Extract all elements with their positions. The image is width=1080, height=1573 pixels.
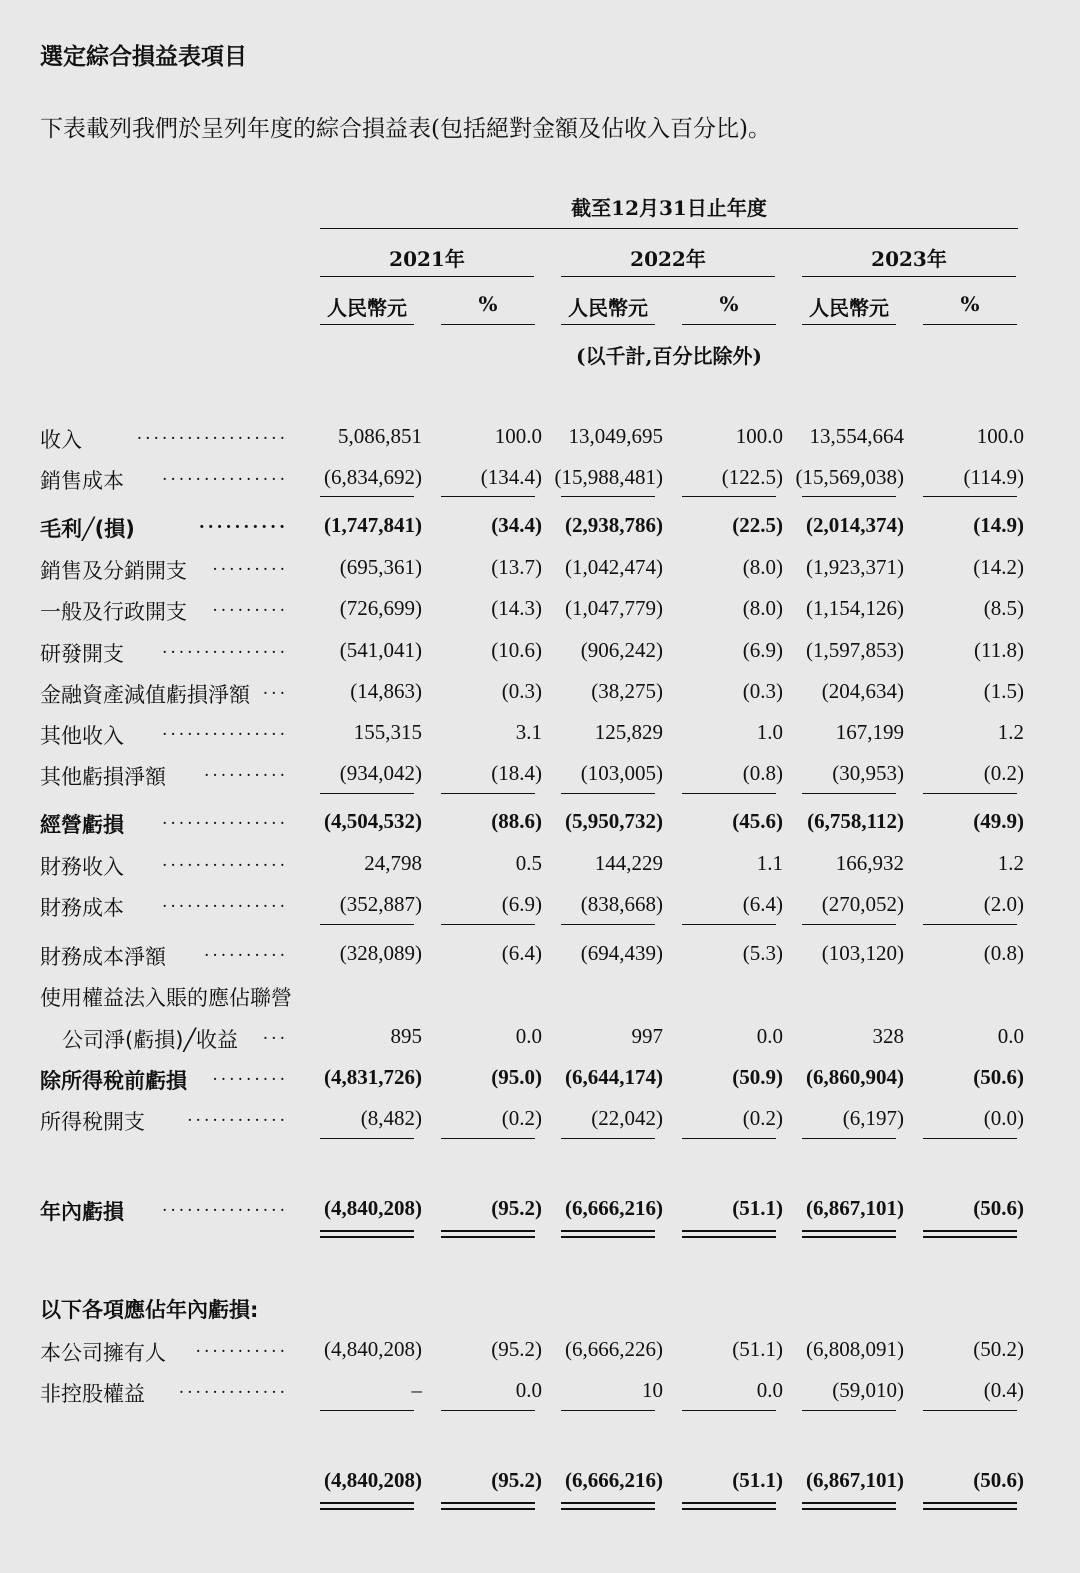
cell: (95.2) [491, 1468, 542, 1492]
cell: – [411, 1378, 422, 1402]
cell: (5,950,732) [565, 809, 663, 833]
row-label: 其他虧損淨額 [40, 765, 166, 789]
subtotal-rule [682, 1138, 776, 1139]
col-header-pct: % [960, 292, 980, 316]
col-underline [802, 324, 896, 325]
cell: (6,666,226) [565, 1337, 663, 1361]
total-double-rule [561, 1230, 655, 1238]
col-header-pct: % [478, 292, 498, 316]
leader-dots: .......... [198, 513, 288, 533]
cell: (50.6) [973, 1468, 1024, 1492]
table-row [0, 1337, 1080, 1367]
cell: (6,867,101) [806, 1196, 904, 1220]
row-label: 非控股權益 [40, 1382, 145, 1406]
cell: (14.3) [491, 596, 542, 620]
cell: 13,554,664 [809, 424, 904, 448]
cell: 155,315 [353, 720, 422, 744]
subtotal-rule [561, 924, 655, 925]
col-underline [441, 324, 535, 325]
cell: 0.0 [756, 1378, 783, 1402]
table-row [0, 1378, 1080, 1408]
cell: (6,808,091) [806, 1337, 904, 1361]
table-row [0, 1065, 1080, 1095]
cell: 144,229 [594, 851, 663, 875]
table-row [0, 424, 1080, 454]
cell: (4,840,208) [324, 1337, 422, 1361]
year-underline [561, 276, 775, 277]
table-row [0, 638, 1080, 668]
cell: 1.0 [756, 720, 783, 744]
cell: (695,361) [339, 555, 422, 579]
cell: 13,049,695 [568, 424, 663, 448]
row-label: 公司淨(虧損)╱收益 [62, 1028, 239, 1052]
leader-dots: ... [262, 679, 288, 699]
leader-dots: ............... [161, 892, 288, 912]
cell: (45.6) [732, 809, 783, 833]
table-row [0, 720, 1080, 750]
section-title: 選定綜合損益表項目 [40, 43, 247, 70]
cell: (1,923,371) [806, 555, 904, 579]
leader-dots: .......... [203, 761, 288, 781]
cell: (6,666,216) [565, 1196, 663, 1220]
year-underline [802, 276, 1016, 277]
cell: (4,504,532) [324, 809, 422, 833]
table-row [0, 1106, 1080, 1136]
table-row [0, 1024, 1080, 1054]
subtotal-rule [802, 793, 896, 794]
cell: (114.9) [963, 465, 1024, 489]
subtotal-rule [441, 793, 535, 794]
cell: 125,829 [594, 720, 663, 744]
cell: 1.2 [997, 851, 1024, 875]
total-double-rule [320, 1230, 414, 1238]
unit-note: (以千計,百分比除外) [576, 344, 762, 368]
row-label: 毛利╱(損) [40, 517, 135, 541]
table-row [0, 982, 1080, 1012]
subtotal-rule [320, 1138, 414, 1139]
col-underline [561, 324, 655, 325]
table-row [0, 941, 1080, 971]
cell: (134.4) [480, 465, 542, 489]
row-label: 金融資產減值虧損淨額 [40, 683, 250, 707]
subtotal-rule [561, 793, 655, 794]
cell: 0.0 [515, 1024, 542, 1048]
subtotal-rule [802, 496, 896, 497]
cell: (122.5) [721, 465, 783, 489]
cell: (34.4) [491, 513, 542, 537]
total-double-rule [320, 1502, 414, 1510]
cell: (5.3) [742, 941, 783, 965]
leader-dots: ......... [212, 1065, 288, 1085]
col-header-rmb: 人民幣元 [327, 296, 407, 320]
leader-dots: ............... [161, 720, 288, 740]
cell: (6.9) [742, 638, 783, 662]
cell: 0.0 [997, 1024, 1024, 1048]
subtotal-rule [923, 1138, 1017, 1139]
subtotal-rule [923, 793, 1017, 794]
cell: (0.8) [742, 761, 783, 785]
subtotal-rule [682, 793, 776, 794]
year-2023: 2023年 [871, 247, 947, 271]
table-row [0, 1196, 1080, 1226]
cell: (18.4) [491, 761, 542, 785]
leader-dots: .......... [203, 941, 288, 961]
period-header: 截至12月31日止年度 [571, 196, 767, 220]
cell: (49.9) [973, 809, 1024, 833]
table-row [0, 761, 1080, 791]
cell: (13.7) [491, 555, 542, 579]
cell: (0.2) [501, 1106, 542, 1130]
cell: (6,860,904) [806, 1065, 904, 1089]
cell: (50.2) [973, 1337, 1024, 1361]
row-label: 財務收入 [40, 855, 124, 879]
row-label: 財務成本淨額 [40, 945, 166, 969]
cell: 24,798 [364, 851, 422, 875]
cell: (1,747,841) [324, 513, 422, 537]
subtotal-rule [561, 496, 655, 497]
cell: (328,089) [339, 941, 422, 965]
table-row [0, 679, 1080, 709]
leader-dots: ............... [161, 851, 288, 871]
leader-dots: ......... [212, 555, 288, 575]
cell: (14.9) [973, 513, 1024, 537]
cell: (1,154,126) [806, 596, 904, 620]
subtotal-rule [923, 1410, 1017, 1411]
total-double-rule [682, 1230, 776, 1238]
row-label: 其他收入 [40, 724, 124, 748]
cell: (270,052) [821, 892, 904, 916]
cell: 5,086,851 [338, 424, 422, 448]
cell: 100.0 [735, 424, 783, 448]
subtotal-rule [561, 1138, 655, 1139]
cell: (0.2) [742, 1106, 783, 1130]
cell: (8.5) [983, 596, 1024, 620]
cell: (0.3) [742, 679, 783, 703]
cell: (22,042) [591, 1106, 663, 1130]
subtotal-rule [561, 1410, 655, 1411]
subtotal-rule [320, 1410, 414, 1411]
cell: (6,758,112) [807, 809, 904, 833]
cell: (6,834,692) [324, 465, 422, 489]
total-double-rule [682, 1502, 776, 1510]
cell: 997 [631, 1024, 663, 1048]
cell: (95.2) [491, 1196, 542, 1220]
cell: (11.8) [974, 638, 1024, 662]
subtotal-rule [682, 1410, 776, 1411]
cell: (0.4) [983, 1378, 1024, 1402]
leader-dots: ............... [161, 465, 288, 485]
cell: (541,041) [339, 638, 422, 662]
cell: 0.0 [756, 1024, 783, 1048]
cell: (4,840,208) [324, 1468, 422, 1492]
row-label: 銷售及分銷開支 [40, 559, 187, 583]
subtotal-rule [441, 1138, 535, 1139]
cell: (6.9) [501, 892, 542, 916]
cell: (906,242) [580, 638, 663, 662]
cell: (14.2) [973, 555, 1024, 579]
year-2022: 2022年 [630, 247, 706, 271]
cell: (95.0) [491, 1065, 542, 1089]
subtotal-rule [320, 793, 414, 794]
cell: (59,010) [832, 1378, 904, 1402]
table-row [0, 513, 1080, 543]
leader-dots: ........... [195, 1337, 288, 1357]
cell: (1.5) [983, 679, 1024, 703]
cell: (38,275) [591, 679, 663, 703]
cell: (8.0) [742, 596, 783, 620]
row-label: 年內虧損 [40, 1200, 124, 1224]
cell: (1,597,853) [806, 638, 904, 662]
leader-dots: ............... [161, 1196, 288, 1216]
cell: (6,867,101) [806, 1468, 904, 1492]
table-row [0, 809, 1080, 839]
cell: (10.6) [491, 638, 542, 662]
subtotal-rule [320, 496, 414, 497]
total-double-rule [923, 1502, 1017, 1510]
row-label: 收入 [40, 428, 82, 452]
cell: (4,840,208) [324, 1196, 422, 1220]
subtotal-rule [802, 924, 896, 925]
cell: (30,953) [832, 761, 904, 785]
leader-dots: ............... [161, 809, 288, 829]
leader-dots: ......... [212, 596, 288, 616]
subtotal-rule [802, 1138, 896, 1139]
cell: 100.0 [494, 424, 542, 448]
period-underline [320, 228, 1018, 229]
row-label: 一般及行政開支 [40, 600, 187, 624]
cell: 1.2 [997, 720, 1024, 744]
cell: (6.4) [742, 892, 783, 916]
cell: (95.2) [491, 1337, 542, 1361]
cell: 167,199 [835, 720, 904, 744]
row-label: 使用權益法入賬的應佔聯營 [40, 986, 292, 1010]
cell: (15,569,038) [795, 465, 904, 489]
total-double-rule [802, 1502, 896, 1510]
leader-dots: ............ [187, 1106, 288, 1126]
subtotal-rule [682, 924, 776, 925]
leader-dots: ............. [178, 1378, 288, 1398]
cell: (6,666,216) [565, 1468, 663, 1492]
cell: (2,938,786) [565, 513, 663, 537]
cell: (2,014,374) [806, 513, 904, 537]
table-row [0, 465, 1080, 495]
cell: (838,668) [580, 892, 663, 916]
col-header-rmb: 人民幣元 [568, 296, 648, 320]
cell: 10 [642, 1378, 663, 1402]
cell: 328 [872, 1024, 904, 1048]
subtotal-rule [441, 924, 535, 925]
cell: (4,831,726) [324, 1065, 422, 1089]
cell: (0.0) [983, 1106, 1024, 1130]
cell: (1,047,779) [565, 596, 663, 620]
col-underline [682, 324, 776, 325]
cell: (6.4) [501, 941, 542, 965]
cell: (50.6) [973, 1196, 1024, 1220]
col-header-rmb: 人民幣元 [809, 296, 889, 320]
cell: (103,005) [580, 761, 663, 785]
cell: 3.1 [515, 720, 542, 744]
cell: (51.1) [732, 1196, 783, 1220]
cell: (14,863) [350, 679, 422, 703]
subtotal-rule [320, 924, 414, 925]
cell: 0.0 [515, 1378, 542, 1402]
cell: (1,042,474) [565, 555, 663, 579]
total-double-rule [561, 1502, 655, 1510]
table-row [0, 596, 1080, 626]
cell: (103,120) [821, 941, 904, 965]
cell: 1.1 [756, 851, 783, 875]
cell: (51.1) [732, 1337, 783, 1361]
total-double-rule [923, 1230, 1017, 1238]
leader-dots: ............... [161, 638, 288, 658]
intro-paragraph: 下表載列我們於呈列年度的綜合損益表(包括絕對金額及佔收入百分比)。 [40, 116, 771, 142]
leader-dots: .................. [136, 424, 288, 444]
cell: (22.5) [732, 513, 783, 537]
cell: (15,988,481) [554, 465, 663, 489]
subtotal-rule [682, 496, 776, 497]
table-row [0, 851, 1080, 881]
cell: (8.0) [742, 555, 783, 579]
cell: (88.6) [491, 809, 542, 833]
col-underline [320, 324, 414, 325]
cell: (50.9) [732, 1065, 783, 1089]
cell: (0.2) [983, 761, 1024, 785]
total-double-rule [441, 1502, 535, 1510]
subtotal-rule [802, 1410, 896, 1411]
subtotal-rule [923, 924, 1017, 925]
cell: (352,887) [339, 892, 422, 916]
total-row [0, 1468, 1080, 1498]
cell: (50.6) [973, 1065, 1024, 1089]
row-label: 所得稅開支 [40, 1110, 145, 1134]
row-label: 本公司擁有人 [40, 1341, 166, 1365]
row-label: 除所得稅前虧損 [40, 1069, 187, 1093]
attribution-heading: 以下各項應佔年內虧損: [40, 1298, 259, 1322]
row-label: 經營虧損 [40, 813, 124, 837]
col-underline [923, 324, 1017, 325]
year-underline [320, 276, 534, 277]
cell: (6,197) [842, 1106, 904, 1130]
row-label: 財務成本 [40, 896, 124, 920]
cell: 166,932 [835, 851, 904, 875]
leader-dots: ... [262, 1024, 288, 1044]
cell: (934,042) [339, 761, 422, 785]
year-2021: 2021年 [389, 247, 465, 271]
row-label: 銷售成本 [40, 469, 124, 493]
subtotal-rule [441, 1410, 535, 1411]
cell: 895 [390, 1024, 422, 1048]
table-row [0, 555, 1080, 585]
total-double-rule [802, 1230, 896, 1238]
cell: 0.5 [515, 851, 542, 875]
cell: (8,482) [360, 1106, 422, 1130]
subtotal-rule [441, 496, 535, 497]
total-double-rule [441, 1230, 535, 1238]
col-header-pct: % [719, 292, 739, 316]
row-label: 研發開支 [40, 642, 124, 666]
cell: (6,644,174) [565, 1065, 663, 1089]
cell: (0.3) [501, 679, 542, 703]
cell: 100.0 [976, 424, 1024, 448]
cell: (51.1) [732, 1468, 783, 1492]
cell: (2.0) [983, 892, 1024, 916]
cell: (726,699) [339, 596, 422, 620]
cell: (694,439) [580, 941, 663, 965]
cell: (204,634) [821, 679, 904, 703]
table-row [0, 892, 1080, 922]
subtotal-rule [923, 496, 1017, 497]
cell: (0.8) [983, 941, 1024, 965]
